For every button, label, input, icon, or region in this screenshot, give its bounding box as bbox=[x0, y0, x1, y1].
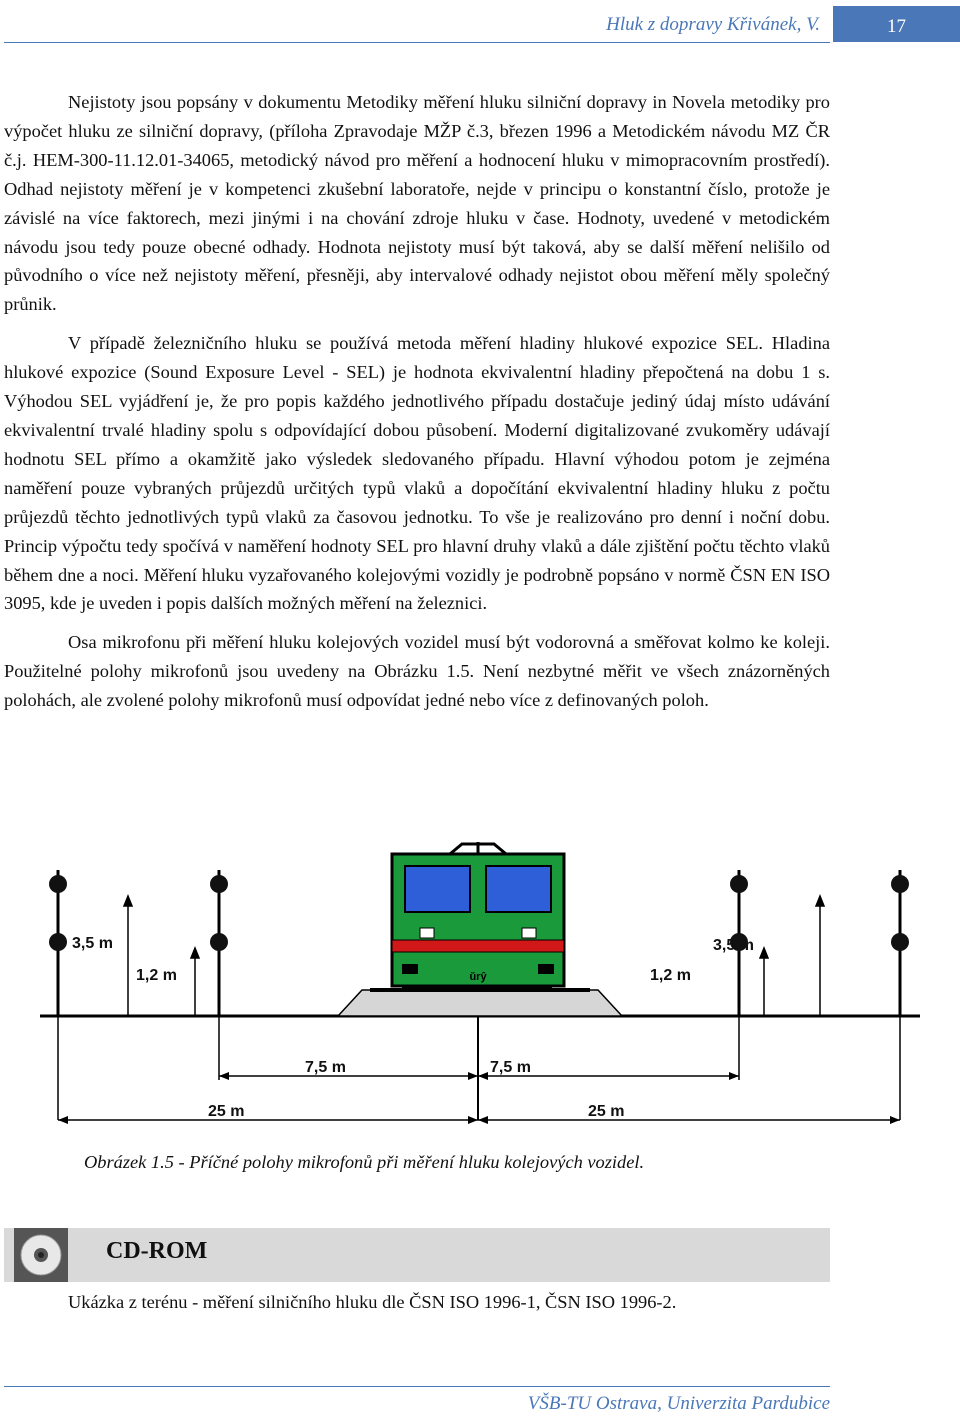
footer-text: VŠB-TU Ostrava, Univerzita Pardubice bbox=[527, 1393, 830, 1414]
microphone-icon bbox=[210, 875, 228, 893]
body-text bbox=[4, 88, 830, 715]
height-label: 1,2 m bbox=[136, 967, 177, 984]
microphone-positions-diagram bbox=[0, 840, 960, 1130]
microphone-icon bbox=[49, 933, 67, 951]
microphone-icon bbox=[730, 875, 748, 893]
distance-label: 25 m bbox=[588, 1103, 625, 1120]
cd-rom-title: CD-ROM bbox=[106, 1238, 208, 1264]
train-plate: ŭrŷ bbox=[469, 971, 487, 983]
page-number: 17 bbox=[833, 6, 960, 42]
header-title: Hluk z dopravy Křivánek, V. bbox=[606, 14, 820, 35]
height-label: 3,5 m bbox=[72, 935, 113, 952]
height-label: 1,2 m bbox=[650, 967, 691, 984]
paragraph-microphone: Osa mikrofonu při měření hluku kolejových vozidel musí být vodorovná a směřovat kolmo ke koleji. Použitelné polohy mikrofonů jsou uvedeny na Obrázku 1.5. Není nezbytné měřit ve všech znázorněných polohách, ale zvolené polohy mikrofonů musí odpovídat jedné nebo více z definovaných poloh. bbox=[4, 632, 830, 711]
distance-label: 7,5 m bbox=[305, 1059, 346, 1076]
microphone-icon bbox=[891, 933, 909, 951]
footer-rule bbox=[4, 1386, 830, 1387]
header-rule bbox=[4, 42, 830, 43]
track-ballast bbox=[338, 990, 622, 1016]
distance-label: 7,5 m bbox=[490, 1059, 531, 1076]
cd-icon bbox=[14, 1228, 68, 1282]
paragraph-uncertainty: Nejistoty jsou popsány v dokumentu Metodiky měření hluku silniční dopravy in Novela metodiky pro výpočet hluku ze silniční dopravy, (příloha Zpravodaje MŽP č.3, březen 1996 a Metodickém návodu MZ ČR č.j. HEM-300-11.12.01-34065, metodický návod pro měření a hodnocení hluku v mimopracovním prostředí). Odhad nejistoty měření je v kompetenci zkušební laboratoře, nejde v principu o konstantní číslo, protože je závislé na více faktorech, mezi jinými i na chování zdroje hluku v čase. Hodnoty, uvedené v metodickém návodu jsou tedy pouze obecné odhady. Hodnota nejistoty musí být taková, aby se další měření nelišilo od původního o více než nejistoty měření, přesněji, aby intervalové odhady nejistot obou měření měly společný průnik. bbox=[4, 92, 830, 315]
height-label: 3,5 m bbox=[713, 937, 754, 954]
cd-rom-box bbox=[4, 1228, 830, 1282]
figure-caption: Obrázek 1.5 - Příčné polohy mikrofonů při měření hluku kolejových vozidel. bbox=[84, 1152, 645, 1172]
microphone-icon bbox=[210, 933, 228, 951]
microphone-icon bbox=[891, 875, 909, 893]
paragraph-sel: V případě železničního hluku se používá metoda měření hladiny hlukové expozice SEL. Hladina hlukové expozice (Sound Exposure Level - SEL) je hodnota ekvivalentní hladiny přepočtená na dobu 1 s. Výhodou SEL vyjádření je, že pro popis každého jednotlivého případu dostačuje jediný údaj místo udávání ekvivalentní trvalé hladiny spolu s odpovídající dobou působení. Moderní digitalizované zvukoměry udávají hodnotu SEL přímo a okamžitě jako výsledek sledovaného případu. Hlavní výhodou potom je zejména naměření pouze vybraných průjezdů určitých typů vlaků a dopočítání ekvivalentní hladiny hluku z počtu průjezdů těchto jednotlivých typů vlaků za časovou jednotku. To vše je realizováno pro denní i noční dobu. Princip výpočtu tedy spočívá v naměření hodnoty SEL pro hlavní druhy vlaků a dále zjištění počtu těchto vlaků během dne a noci. Měření hluku vyzařovaného kolejovými vozidly je podrobně popsáno v normě ČSN EN ISO 3095, kde je uveden i popis dalších možných měření na železnici. bbox=[4, 333, 830, 614]
cd-rom-text: Ukázka z terénu - měření silničního hluku dle ČSN ISO 1996-1, ČSN ISO 1996-2. bbox=[68, 1292, 677, 1312]
distance-label: 25 m bbox=[208, 1103, 245, 1120]
train-front bbox=[392, 842, 564, 992]
microphone-icon bbox=[49, 875, 67, 893]
